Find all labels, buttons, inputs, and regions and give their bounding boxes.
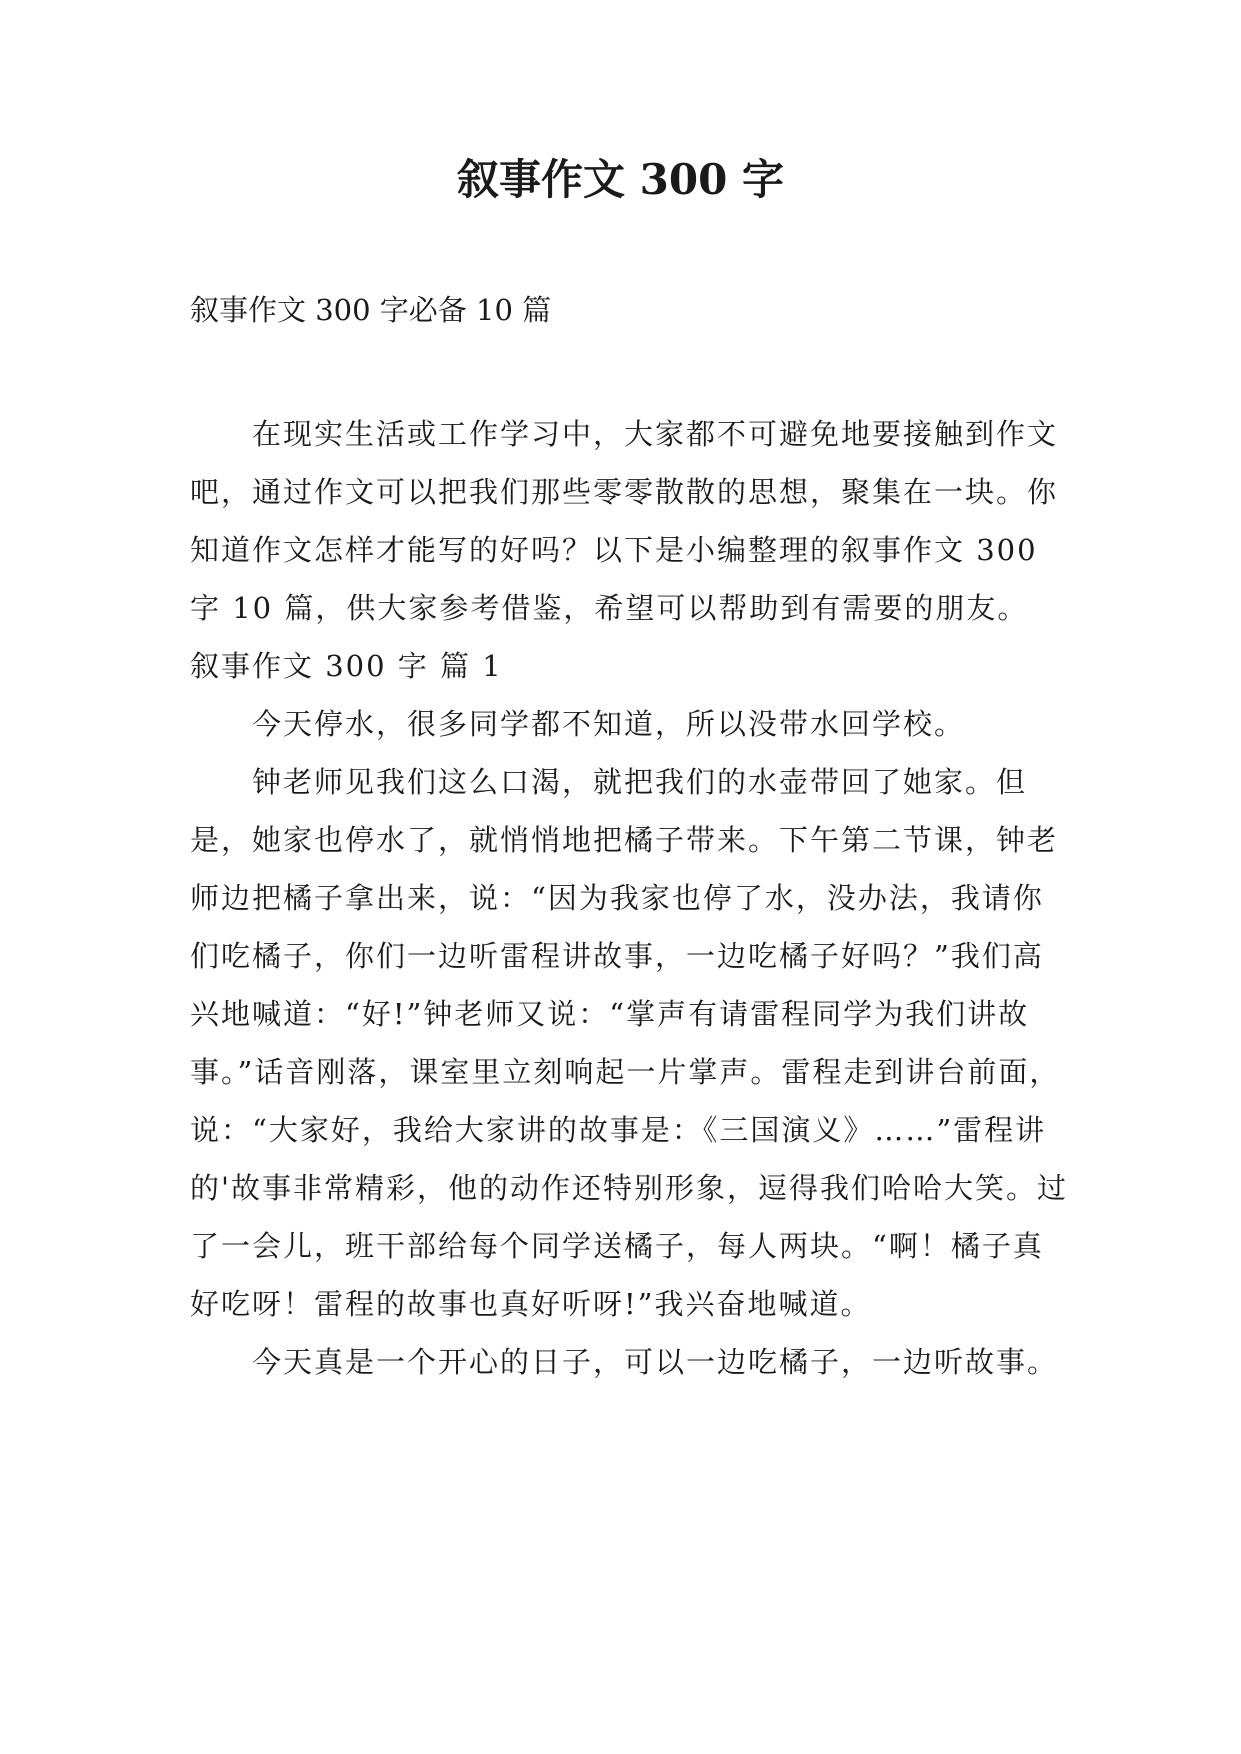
body-paragraph: 钟老师见我们这么口渴，就把我们的水壶带回了她家。但是，她家也停水了，就悄悄地把橘子带来。下午第二节课，钟老师边把橘子拿出来，说：“因为我家也停了水，没办法，我请你们吃橘子，你们一边听雷程讲故事，一边吃橘子好吗？”我们高兴地喊道：“好!”钟老师又说：“掌声有请雷程同学为我们讲故事。”话音刚落，课室里立刻响起一片掌声。雷程走到讲台前面，说：“大家好，我给大家讲的故事是：《三国演义》……”雷程讲的'故事非常精彩，他的动作还特别形象，逗得我们哈哈大笑。过了一会儿，班干部给每个同学送橘子，每人两块。“啊！橘子真好吃呀！雷程的故事也真好听呀!”我兴奋地喊道。 [190,765,1068,1321]
body-paragraph: 今天停水，很多同学都不知道，所以没带水回学校。 [252,707,966,741]
document-title: 叙事作文 300 字 [457,155,784,204]
document-subtitle: 叙事作文 300 字必备 10 篇 [190,293,552,327]
body-paragraph: 今天真是一个开心的日子，可以一边吃橘子，一边听故事。 [252,1345,1059,1379]
section-heading: 叙事作文 300 字 篇 1 [190,649,503,683]
document-body [190,405,1070,1391]
intro-paragraph: 在现实生活或工作学习中，大家都不可避免地要接触到作文吧，通过作文可以把我们那些零零散散的思想，聚集在一块。你知道作文怎样才能写的好吗？以下是小编整理的叙事作文 300 字 10 篇，供大家参考借鉴，希望可以帮助到有需要的朋友。 [190,417,1059,625]
